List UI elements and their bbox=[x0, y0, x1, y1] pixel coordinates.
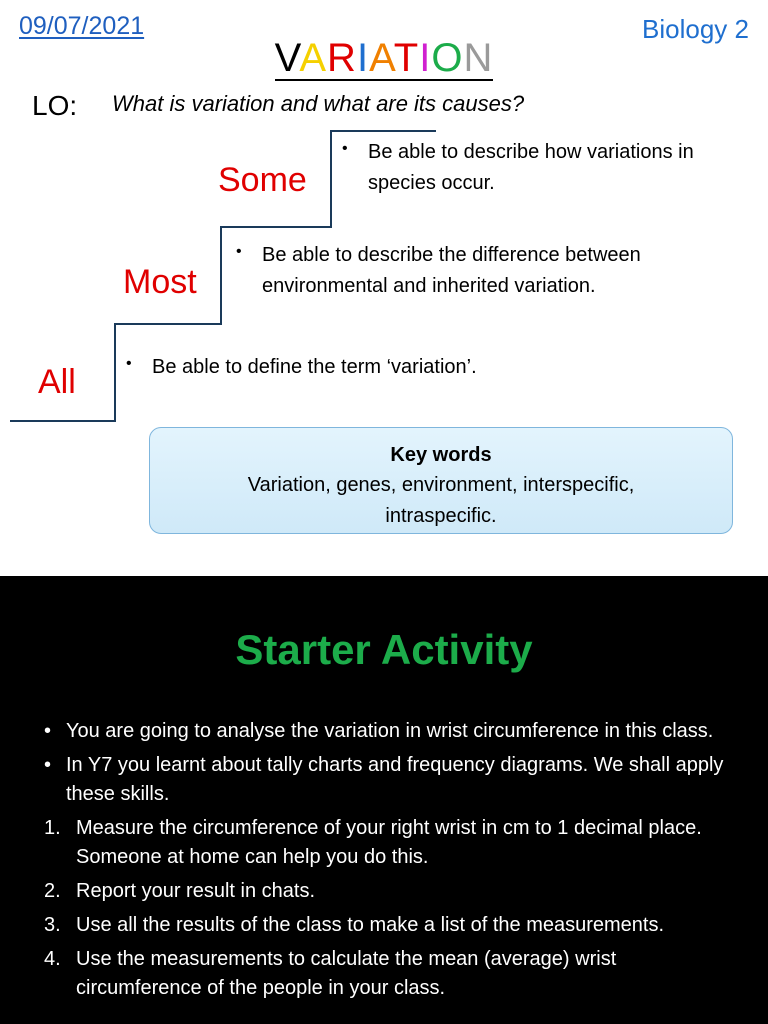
title-letter: R bbox=[327, 36, 357, 80]
stair-riser-3 bbox=[330, 130, 332, 228]
activity-step bbox=[44, 945, 734, 1003]
keywords-box bbox=[149, 427, 733, 534]
lo-label: LO: bbox=[32, 90, 78, 121]
stair-tread-3 bbox=[330, 130, 436, 132]
subject-label: Biology 2 bbox=[642, 14, 749, 44]
list-marker: 4. bbox=[44, 948, 61, 970]
title-letter: O bbox=[431, 36, 464, 80]
activity-text: Use the measurements to calculate the mean (average) wrist circumference of the people in your class. bbox=[76, 948, 617, 999]
stair-tread-1 bbox=[114, 323, 222, 325]
title-letter: I bbox=[356, 36, 370, 80]
level-some-objective bbox=[342, 137, 742, 199]
title-letter: T bbox=[393, 36, 420, 80]
activity-step bbox=[44, 911, 734, 940]
slide-date: 09/07/2021 bbox=[19, 12, 145, 40]
list-marker: • bbox=[44, 720, 52, 742]
level-all-objective bbox=[126, 352, 686, 383]
list-marker: 3. bbox=[44, 914, 61, 936]
objective-text: Be able to describe the difference between environmental and inherited variation. bbox=[262, 244, 641, 297]
activity-step bbox=[44, 877, 734, 906]
starter-title: Starter Activity bbox=[235, 626, 533, 673]
list-marker: 2. bbox=[44, 880, 61, 902]
bullet-marker: • bbox=[236, 243, 242, 260]
lo-question: What is variation and what are its causes? bbox=[112, 91, 525, 116]
title-letter: V bbox=[274, 36, 300, 80]
level-most-label: Most bbox=[123, 263, 197, 301]
stair-riser-1 bbox=[114, 323, 116, 422]
level-all-label: All bbox=[38, 363, 76, 401]
level-some-label: Some bbox=[218, 161, 307, 199]
activity-text: Report your result in chats. bbox=[76, 880, 315, 902]
keywords-title: Key words bbox=[390, 444, 492, 466]
activity-text: You are going to analyse the variation in wrist circumference in this class. bbox=[66, 720, 714, 742]
activity-step bbox=[44, 814, 734, 872]
stair-base-line bbox=[10, 420, 115, 422]
title-letter: N bbox=[463, 36, 494, 80]
list-marker: 1. bbox=[44, 817, 61, 839]
title-letter: A bbox=[299, 36, 328, 80]
bullet-marker: • bbox=[126, 355, 132, 372]
objective-text: Be able to describe how variations in species occur. bbox=[368, 141, 694, 194]
activity-item bbox=[44, 717, 734, 746]
activity-list bbox=[44, 717, 734, 1008]
slide-starter-activity bbox=[0, 576, 768, 1024]
slide-title bbox=[0, 36, 768, 81]
activity-text: Use all the results of the class to make a list of the measurements. bbox=[76, 914, 665, 936]
title-letters bbox=[275, 37, 494, 81]
activity-item bbox=[44, 751, 734, 809]
stair-riser-2 bbox=[220, 226, 222, 325]
stair-tread-2 bbox=[220, 226, 332, 228]
level-most-objective bbox=[236, 240, 736, 302]
bullet-marker: • bbox=[342, 140, 348, 157]
activity-text: In Y7 you learnt about tally charts and frequency diagrams. We shall apply these skills. bbox=[66, 754, 724, 805]
title-letter: I bbox=[419, 36, 432, 80]
title-letter: A bbox=[369, 36, 394, 80]
objective-text: Be able to define the term ‘variation’. bbox=[152, 356, 477, 378]
activity-text: Measure the circumference of your right wrist in cm to 1 decimal place. Someone at home can help you do this. bbox=[76, 817, 702, 868]
keywords-list: Variation, genes, environment, interspecific, intraspecific. bbox=[247, 474, 635, 527]
list-marker: • bbox=[44, 754, 52, 776]
